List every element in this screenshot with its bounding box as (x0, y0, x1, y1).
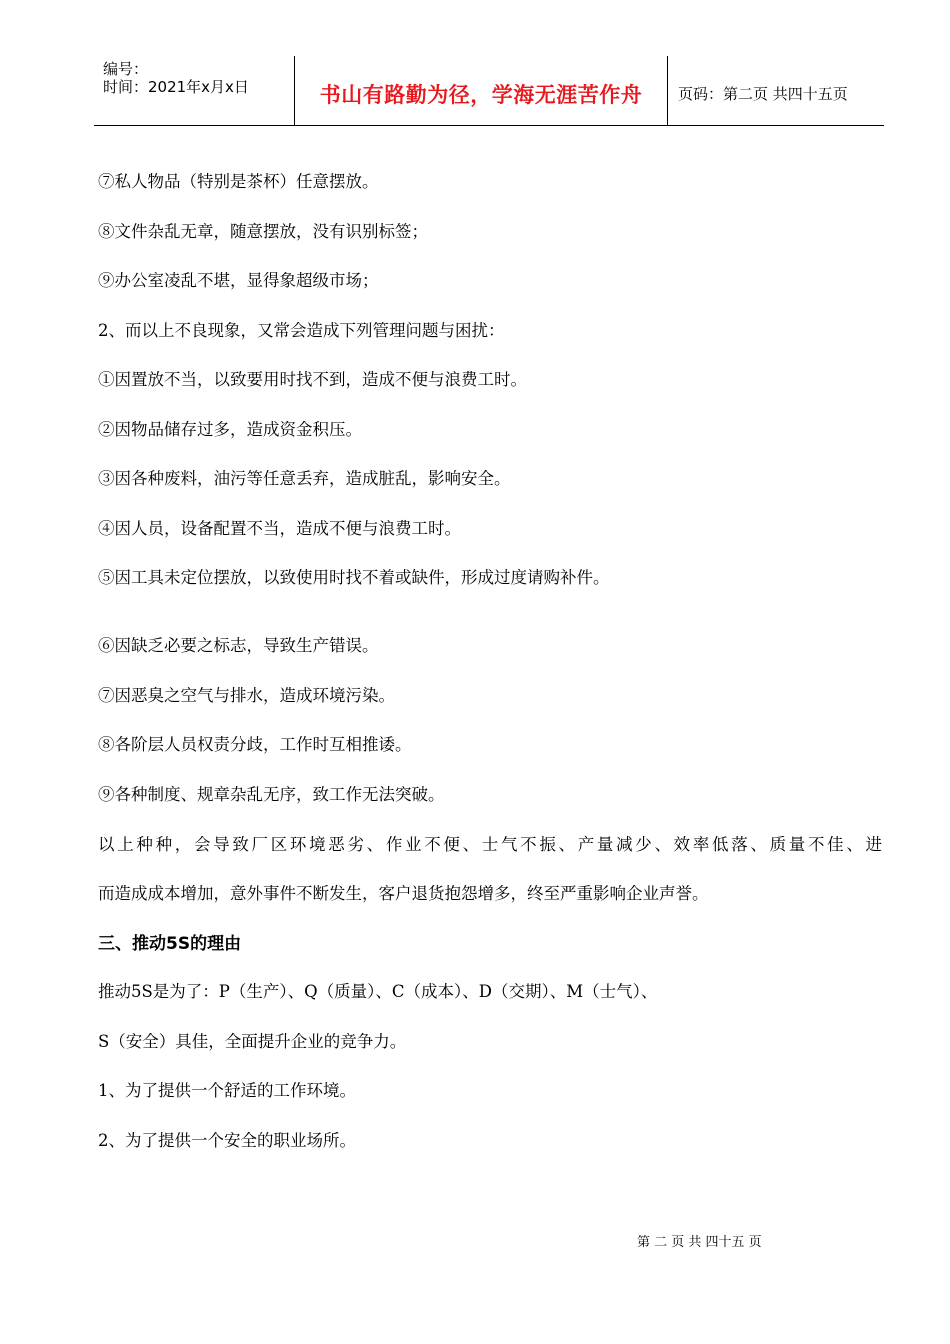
motto-text: 书山有路勤为径，学海无涯苦作舟 (319, 82, 643, 107)
paragraph: 以上种种，会导致厂区环境恶劣、作业不便、士气不振、产量减少、效率低落、质量不佳、进 (98, 835, 882, 854)
list-item: ②因物品储存过多，造成资金积压。 (98, 420, 362, 439)
header-meta (94, 56, 295, 125)
list-item: ⑧文件杂乱无章，随意摆放，没有识别标签； (98, 222, 428, 241)
page-label: 页码：第二页 共四十五页 (678, 85, 848, 103)
list-item: ⑤因工具未定位摆放，以致使用时找不着或缺件，形成过度请购补件。 (98, 568, 610, 587)
list-item: ⑥因缺乏必要之标志，导致生产错误。 (98, 636, 379, 655)
header-motto-cell (295, 56, 668, 125)
list-item: 2、为了提供一个安全的职业场所。 (98, 1131, 356, 1150)
list-item: ⑦因恶臭之空气与排水，造成环境污染。 (98, 686, 395, 705)
paragraph: S（安全）具佳，全面提升企业的竞争力。 (98, 1032, 407, 1051)
paragraph: 2、而以上不良现象，又常会造成下列管理问题与困扰： (98, 321, 505, 340)
list-item: ⑨办公室凌乱不堪，显得象超级市场； (98, 271, 379, 290)
list-item: ⑦私人物品（特别是茶杯）任意摆放。 (98, 172, 379, 191)
section-heading: 三、推动5S的理由 (98, 934, 242, 954)
list-item: 1、为了提供一个舒适的工作环境。 (98, 1081, 356, 1100)
list-item: ④因人员，设备配置不当，造成不便与浪费工时。 (98, 519, 461, 538)
list-item: ①因置放不当，以致要用时找不到，造成不便与浪费工时。 (98, 370, 527, 389)
paragraph: 而造成成本增加，意外事件不断发生，客户退货抱怨增多，终至严重影响企业声誉。 (98, 884, 709, 903)
page-footer: 第 二 页 共 四十五 页 (637, 1235, 762, 1250)
list-item: ⑨各种制度、规章杂乱无序，致工作无法突破。 (98, 785, 445, 804)
header-page-cell (668, 56, 884, 125)
number-label: 编号： (103, 60, 149, 78)
list-item: ③因各种废料，油污等任意丢弃，造成脏乱，影响安全。 (98, 469, 511, 488)
paragraph: 推动5S是为了：P（生产）、Q（质量）、C（成本）、D（交期）、M（士气）、 (98, 982, 658, 1001)
list-item: ⑧各阶层人员权责分歧，工作时互相推诿。 (98, 735, 412, 754)
time-label: 时间：2021年x月x日 (103, 78, 249, 96)
page-header (94, 56, 884, 126)
